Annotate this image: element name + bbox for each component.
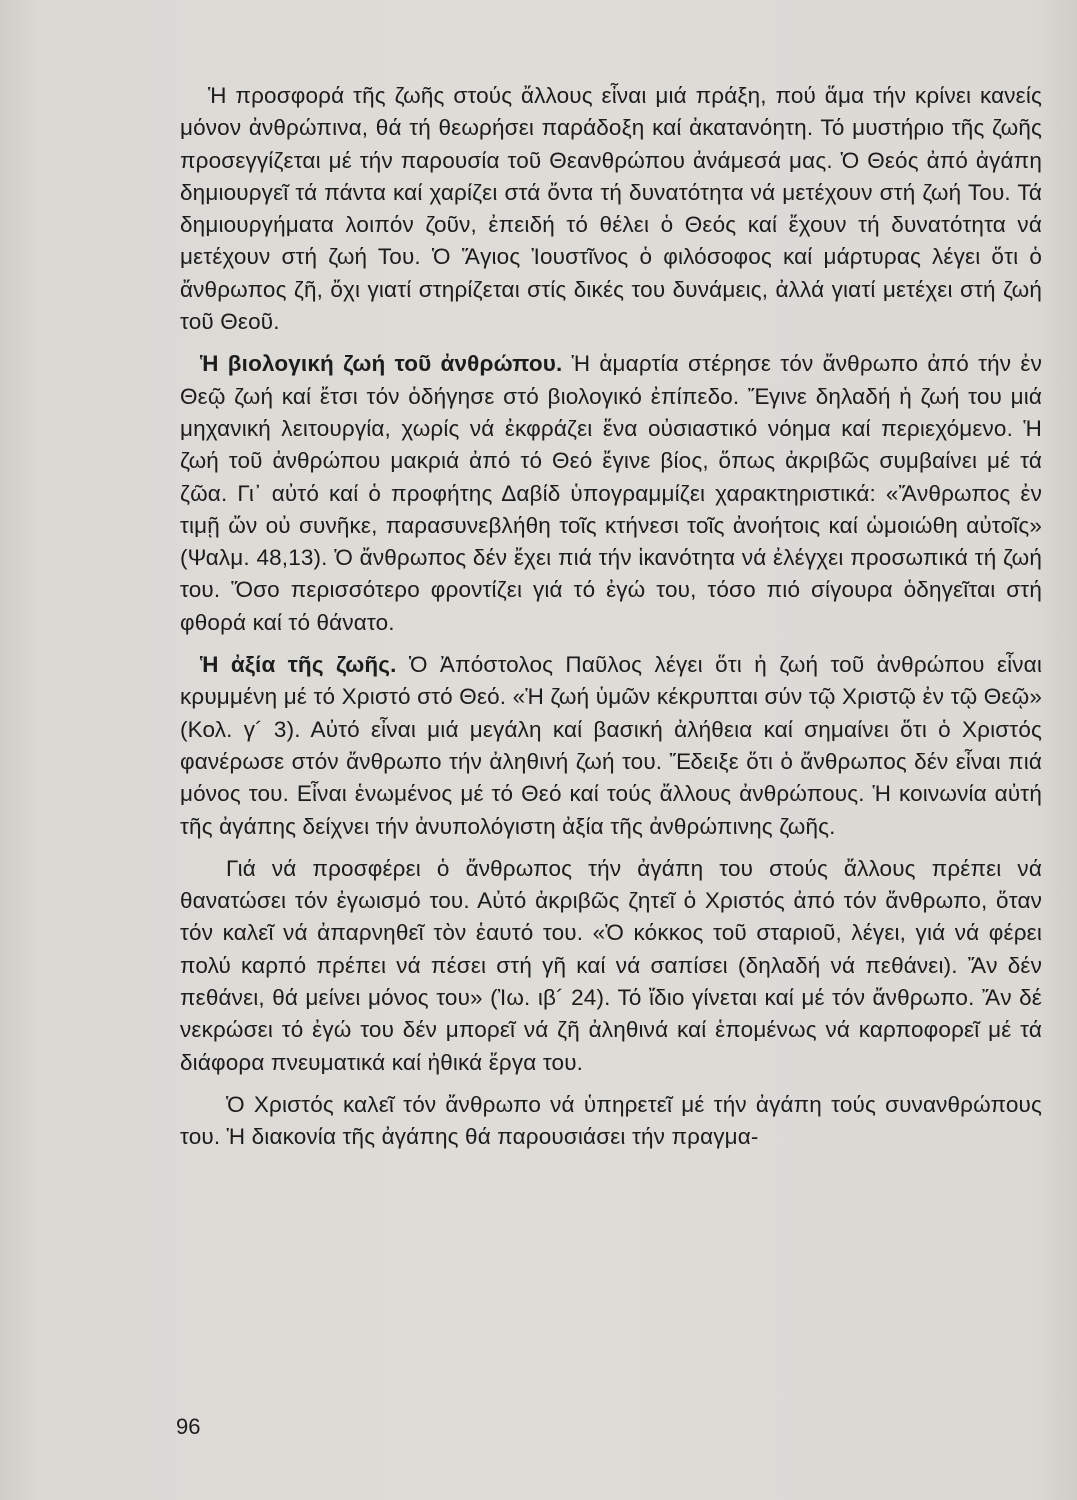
paragraph-biological-life bbox=[180, 348, 1042, 639]
section-heading-value-of-life: Ἡ ἀξία τῆς ζωῆς. bbox=[200, 652, 397, 678]
paragraph-text: Ἡ ἁμαρτία στέρησε τόν ἄνθρωπο ἀπό τήν ἐν Θεῷ ζωή καί ἔτσι τόν ὁδήγησε στό βιολογικό ἐπίπεδο. Ἔγινε δηλαδή ἡ ζωή του μιά μηχανική λειτουργία, χωρίς νά ἐκφράζει ἕνα οὐσιαστικό νόημα καί περιεχόμενο. Ἡ ζωή τοῦ ἀνθρώπου μακριά ἀπό τό Θεό ἔγινε βίος, ὅπως ἀκριβῶς συμβαίνει μέ τά ζῶα. Γι᾽ αὐτό καί ὁ προφήτης Δαβίδ ὑπογραμμίζει χαρακτηριστικά: «Ἄνθρωπος ἐν τιμῇ ὤν οὐ συνῆκε, παρασυνεβλήθη τοῖς κτήνεσι τοῖς ἀνοήτοις καί ὡμοιώθη αὐτοῖς» (Ψαλμ. 48,13). Ὁ ἄνθρωπος δέν ἔχει πιά τήν ἱκανότητα νά ἐλέγχει προσωπικά τή ζωή του. Ὅσο περισσότερο φροντίζει γιά τό ἐγώ του, τόσο πιό σίγουρα ὁδηγεῖται στή φθορά καί τό θάνατο. bbox=[180, 351, 1042, 635]
paragraph-text: Ὁ Ἀπόστολος Παῦλος λέγει ὅτι ἡ ζωή τοῦ ἀνθρώπου εἶναι κρυμμένη μέ τό Χριστό στό Θεό. «Ἡ ζωή ὑμῶν κέκρυπται σύν τῷ Χριστῷ ἐν τῷ Θεῷ» (Κολ. γ´ 3). Αὐτό εἶναι μιά μεγάλη καί βασική ἀλήθεια καί σημαίνει ὅτι ὁ Χριστός φανέρωσε στόν ἄνθρωπο τήν ἀληθινή ζωή του. Ἔδειξε ὅτι ὁ ἄνθρωπος δέν εἶναι πιά μόνος του. Εἶναι ἑνωμένος μέ τό Θεό καί τούς ἄλλους ἀνθρώπους. Ἡ κοινωνία αὐτή τῆς ἀγάπης δείχνει τήν ἀνυπολόγιστη ἀξία τῆς ἀνθρώπινης ζωῆς. bbox=[180, 652, 1042, 839]
paragraph-offering-of-life bbox=[180, 80, 1042, 338]
section-heading-biological-life: Ἡ βιολογική ζωή τοῦ ἀνθρώπου. bbox=[200, 351, 563, 377]
page-number: 96 bbox=[176, 1414, 201, 1439]
paragraph-self-denial bbox=[180, 853, 1042, 1079]
paragraph-service-of-love bbox=[180, 1089, 1042, 1154]
body-text bbox=[180, 80, 1042, 1164]
paragraph-text: Ἡ προσφορά τῆς ζωῆς στούς ἄλλους εἶναι μιά πράξη, πού ἅμα τήν κρίνει κανείς μόνον ἀνθρώπινα, θά τή θεωρήσει παράδοξη καί ἀκατανόητη. Τό μυστήριο τῆς ζωῆς προσεγγίζεται μέ τήν παρουσία τοῦ Θεανθρώπου ἀνάμεσά μας. Ὁ Θεός ἀπό ἀγάπη δημιουργεῖ τά πάντα καί χαρίζει στά ὄντα τή δυνατότητα νά μετέχουν στή ζωή Του. Τά δημιουργήματα λοιπόν ζοῦν, ἐπειδή τό θέλει ὁ Θεός καί ἔχουν τή δυνατότητα νά μετέχουν στή ζωή Του. Ὁ Ἅγιος Ἰουστῖνος ὁ φιλόσοφος καί μάρτυρας λέγει ὅτι ὁ ἄνθρωπος ζῆ, ὄχι γιατί στηρίζεται στίς δικές του δυνάμεις, ἀλλά γιατί μετέχει στή ζωή τοῦ Θεοῦ. bbox=[180, 83, 1042, 335]
paragraph-value-of-life bbox=[180, 649, 1042, 843]
paragraph-text: Ὁ Χριστός καλεῖ τόν ἄνθρωπο νά ὑπηρετεῖ μέ τήν ἀγάπη τούς συνανθρώπους του. Ἡ διακονία τῆς ἀγάπης θά παρουσιάσει τήν πραγμα- bbox=[180, 1091, 1042, 1150]
paragraph-text: Γιά νά προσφέρει ὁ ἄνθρωπος τήν ἀγάπη του στούς ἄλλους πρέπει νά θανατώσει τόν ἐγωισμό του. Αὐτό ἀκριβῶς ζητεῖ ὁ Χριστός ἀπό τόν ἄνθρωπο, ὅταν τόν καλεῖ νά ἀπαρνηθεῖ τὸν ἑαυτό του. «Ὁ κόκκος τοῦ σταριοῦ, λέγει, γιά νά φέρει πολύ καρπό πρέπει νά πέσει στή γῆ καί νά σαπίσει (δηλαδή νά πεθάνει). Ἄν δέν πεθάνει, θά μείνει μόνος του» (Ἰω. ιβ´ 24). Τό ἴδιο γίνεται καί μέ τόν ἄνθρωπο. Ἄν δέ νεκρώσει τό ἐγώ του δέν μπορεῖ νά ζῆ ἀληθινά καί ἑπομένως νά καρποφορεῖ μέ τά διάφορα πνευματικά καί ἠθικά ἔργα του. bbox=[180, 855, 1042, 1075]
